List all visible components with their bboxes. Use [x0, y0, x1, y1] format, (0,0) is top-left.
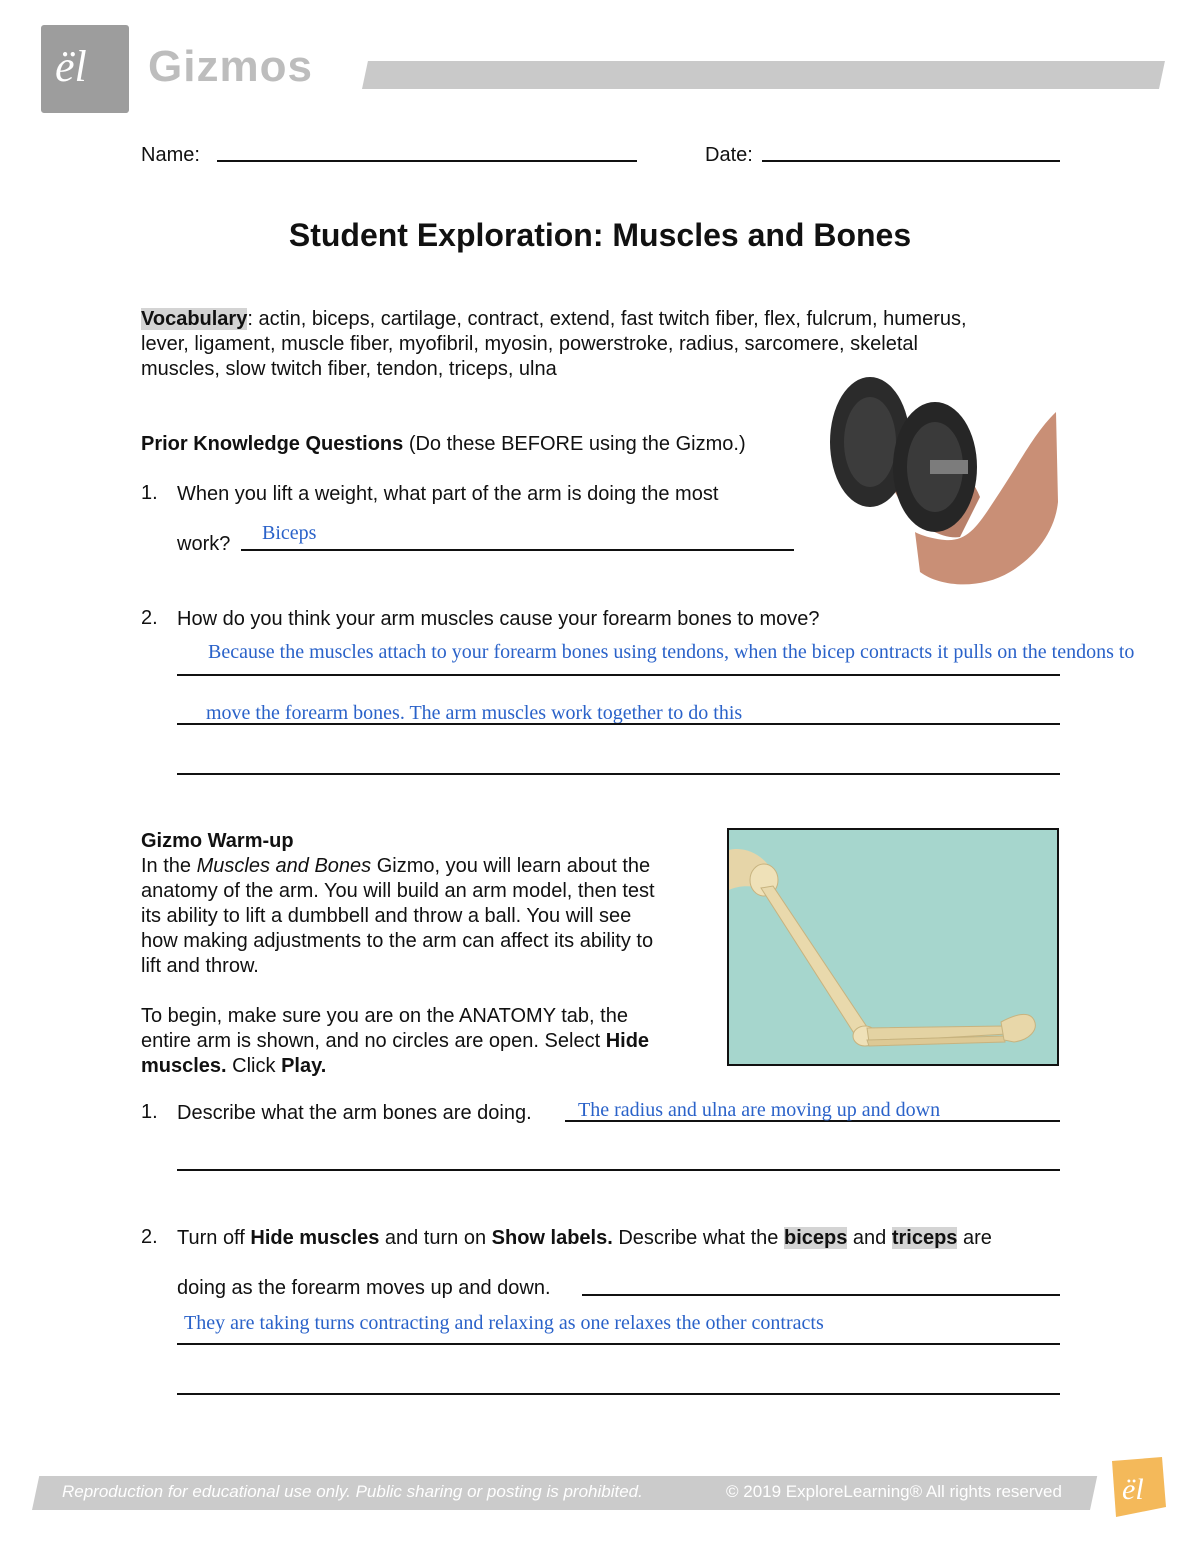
date-field[interactable] — [762, 160, 1060, 162]
warmup-q2-triceps: triceps — [891, 1227, 958, 1249]
warmup-p1-em: Muscles and Bones — [196, 855, 372, 877]
page-title: Student Exploration: Muscles and Bones — [288, 217, 912, 253]
date-label: Date: — [705, 144, 753, 166]
gizmo-arm-bones-image — [727, 828, 1059, 1066]
arm-bones-svg — [729, 830, 1057, 1064]
name-field[interactable] — [217, 160, 637, 162]
header-bar — [362, 61, 1165, 89]
svg-text:ël: ël — [1122, 1473, 1144, 1506]
gizmos-brand: Gizmos — [148, 42, 313, 91]
warmup-p1-a: In the — [141, 855, 197, 877]
warmup-p2-l1: To begin, make sure you are on the ANATOMY tab, the — [141, 1005, 628, 1027]
prior-q1-work: work? — [177, 533, 231, 555]
warmup-q1-text: Describe what the arm bones are doing. — [177, 1102, 532, 1124]
logo-glyph: ël — [55, 42, 87, 91]
warmup-p1-l2: anatomy of the arm. You will build an arm model, then test — [141, 880, 655, 902]
prior-q2-answer-line1: Because the muscles attach to your forearm bones using tendons, when the bicep contracts it pulls on the tendons to — [208, 641, 1135, 663]
warmup-q1-number: 1. — [141, 1101, 158, 1123]
warmup-p2-l3a: muscles. — [141, 1055, 227, 1077]
prior-heading: Prior Knowledge Questions — [141, 433, 404, 455]
prior-knowledge-heading — [141, 432, 746, 457]
prior-note: (Do these BEFORE using the Gizmo.) — [403, 433, 746, 455]
warmup-q2-answer: They are taking turns contracting and relaxing as one relaxes the other contracts — [184, 1312, 824, 1334]
warmup-q2-biceps: biceps — [784, 1227, 848, 1249]
prior-q2-number: 2. — [141, 607, 158, 629]
warmup-q2-c: and turn on — [379, 1227, 492, 1249]
warmup-heading: Gizmo Warm-up — [141, 830, 294, 852]
prior-q2-answer-line2: move the forearm bones. The arm muscles work together to do this — [206, 702, 743, 724]
warmup-p2-l3c: Play. — [281, 1055, 327, 1077]
warmup-q2-number: 2. — [141, 1226, 158, 1248]
warmup-section — [141, 829, 655, 1079]
vocabulary-line2: lever, ligament, muscle fiber, myofibril, myosin, powerstroke, radius, sarcomere, skeletal — [141, 333, 918, 355]
footer-copyright: © 2019 ExploreLearning® All rights reserved — [726, 1482, 1062, 1501]
warmup-q2-answer-line3[interactable] — [177, 1393, 1060, 1395]
vocabulary-line3: muscles, slow twitch fiber, tendon, triceps, ulna — [141, 358, 557, 380]
warmup-q2-i: are — [957, 1227, 992, 1249]
vocabulary-line1: : actin, biceps, cartilage, contract, extend, fast twitch fiber, flex, fulcrum, humerus, — [247, 308, 967, 330]
warmup-q2-line2-text: doing as the forearm moves up and down. — [177, 1277, 551, 1299]
vocabulary — [141, 307, 967, 382]
warmup-p1-l4: how making adjustments to the arm can affect its ability to — [141, 930, 654, 952]
warmup-q2-answer-line2[interactable] — [177, 1343, 1060, 1345]
footer-disclaimer: Reproduction for educational use only. Public sharing or posting is prohibited. — [62, 1482, 643, 1501]
prior-q1-number: 1. — [141, 482, 158, 504]
warmup-q2-b: Hide muscles — [250, 1227, 380, 1249]
warmup-p2-l3b: Click — [226, 1055, 282, 1077]
warmup-q2-a: Turn off — [177, 1227, 251, 1249]
prior-q1-answer: Biceps — [262, 522, 317, 544]
prior-q2-text: How do you think your arm muscles cause your forearm bones to move? — [177, 608, 820, 630]
name-label: Name: — [141, 144, 200, 166]
warmup-q1-line2[interactable] — [177, 1169, 1060, 1171]
vocabulary-label: Vocabulary — [141, 308, 248, 330]
prior-q1-answer-line[interactable] — [241, 549, 794, 551]
prior-q2-line1[interactable] — [177, 674, 1060, 676]
explorelearning-footer-logo — [1102, 1455, 1168, 1521]
prior-q2-line2[interactable] — [177, 723, 1060, 725]
warmup-q1-answer: The radius and ulna are moving up and down — [578, 1099, 941, 1121]
warmup-p1-l5: lift and throw. — [141, 955, 259, 977]
warmup-p1-b: Gizmo, you will learn about the — [371, 855, 651, 877]
warmup-q2-d: Show labels. — [491, 1227, 613, 1249]
explorelearning-logo — [41, 25, 129, 113]
prior-q1-text: When you lift a weight, what part of the arm is doing the most — [177, 483, 719, 505]
warmup-p2-l2a: entire arm is shown, and no circles are open. Select — [141, 1030, 606, 1052]
warmup-p1-l3: its ability to lift a dumbbell and throw a ball. You will see — [141, 905, 632, 927]
warmup-q2-answer-line1[interactable] — [582, 1294, 1060, 1296]
warmup-q2-e: Describe what the — [612, 1227, 784, 1249]
dumbbell-arm-image — [820, 372, 1060, 594]
warmup-q2-text — [177, 1226, 992, 1251]
warmup-q2-g: and — [847, 1227, 892, 1249]
prior-q2-line3[interactable] — [177, 773, 1060, 775]
warmup-p2-l2b: Hide — [605, 1030, 650, 1052]
